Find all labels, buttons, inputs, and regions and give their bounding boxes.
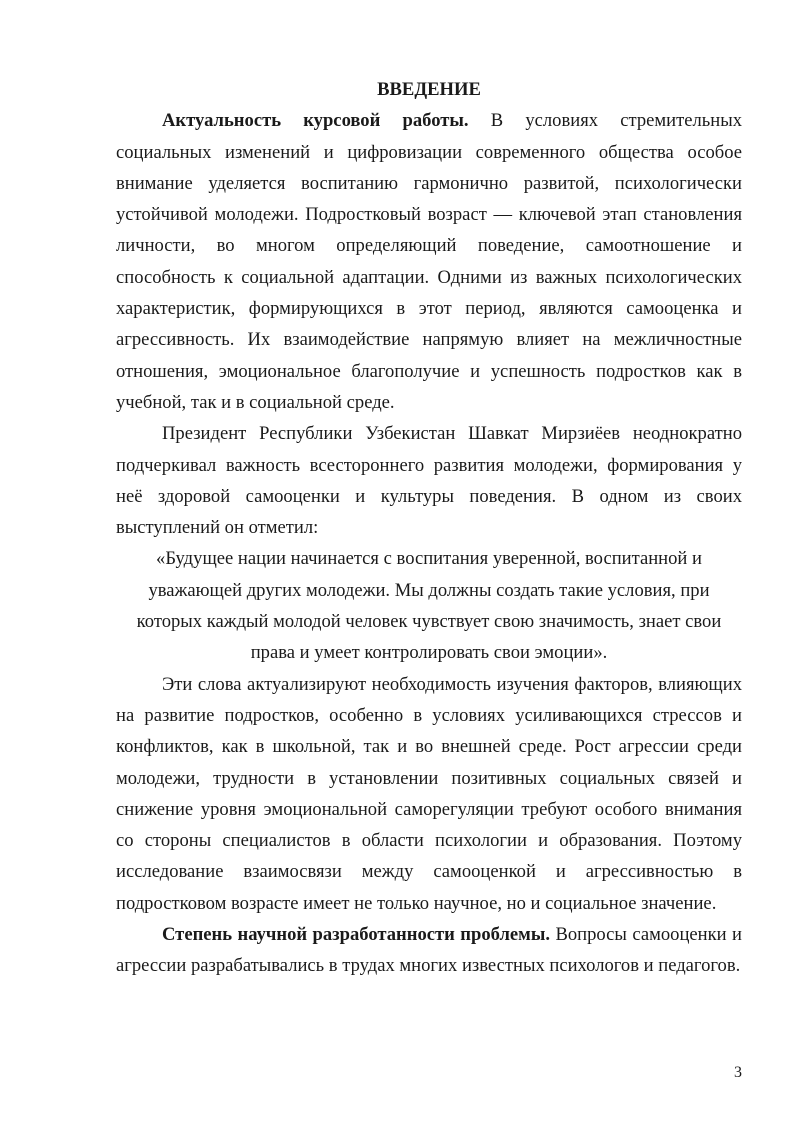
page-number: 3 [734, 1064, 742, 1081]
paragraph-president [116, 418, 742, 543]
paragraph-text-actualize: Эти слова актуализируют необходимость изучения факторов, влияющих на развитие подростков, особенно в условиях усиливающихся стрессов и конфликтов, как в школьной, так и во внешней среде. Рост агрессии среди молодежи, трудности в установлении позитивных социальных связей и снижение уровня эмоциональной саморегуляции требуют особого внимания со стороны специалистов в области психологии и образования. Поэтому исследование взаимосвязи между самооценкой и агрессивностью в подростковом возрасте имеет не только научное, но и социальное значение. [116, 673, 742, 914]
paragraph-text-degree: Вопросы самооценки и агрессии разрабатывались в трудах многих известных психологов и педагогов. [116, 924, 742, 977]
paragraph-text-president: Президент Республики Узбекистан Шавкат Мирзиёев неоднократно подчеркивал важность всестороннего развития молодежи, формирования у неё здоровой самооценки и культуры поведения. В одном из своих выступлений он отметил: [116, 423, 742, 539]
section-heading: ВВЕДЕНИЕ [377, 79, 481, 100]
document-body [116, 74, 742, 982]
paragraph-actualize [116, 669, 742, 919]
paragraph-lead-degree: Степень научной разработанности проблемы. [162, 924, 551, 946]
paragraph-relevance [116, 105, 742, 418]
paragraph-lead-relevance: Актуальность курсовой работы. [162, 110, 469, 132]
paragraph-text-relevance: В условиях стремительных социальных изменений и цифровизации современного общества особое внимание уделяется воспитанию гармонично развитой, психологически устойчивой молодежи. Подростковый возраст — ключевой этап становления личности, во многом определяющий поведение, самоотношение и способность к социальной адаптации. Одними из важных психологических характеристик, формирующихся в этот период, являются самооценка и агрессивность. Их взаимодействие напрямую влияет на межличностные отношения, эмоциональное благополучие и успешность подростков как в учебной, так и в социальной среде. [116, 110, 742, 413]
quote-block: «Будущее нации начинается с воспитания уверенной, воспитанной и уважающей других молодежи. Мы должны создать такие условия, при которых каждый молодой человек чувствует свою значимость, знает свои права и умеет контролировать свои эмоции». [136, 548, 722, 664]
paragraph-degree [116, 919, 742, 982]
